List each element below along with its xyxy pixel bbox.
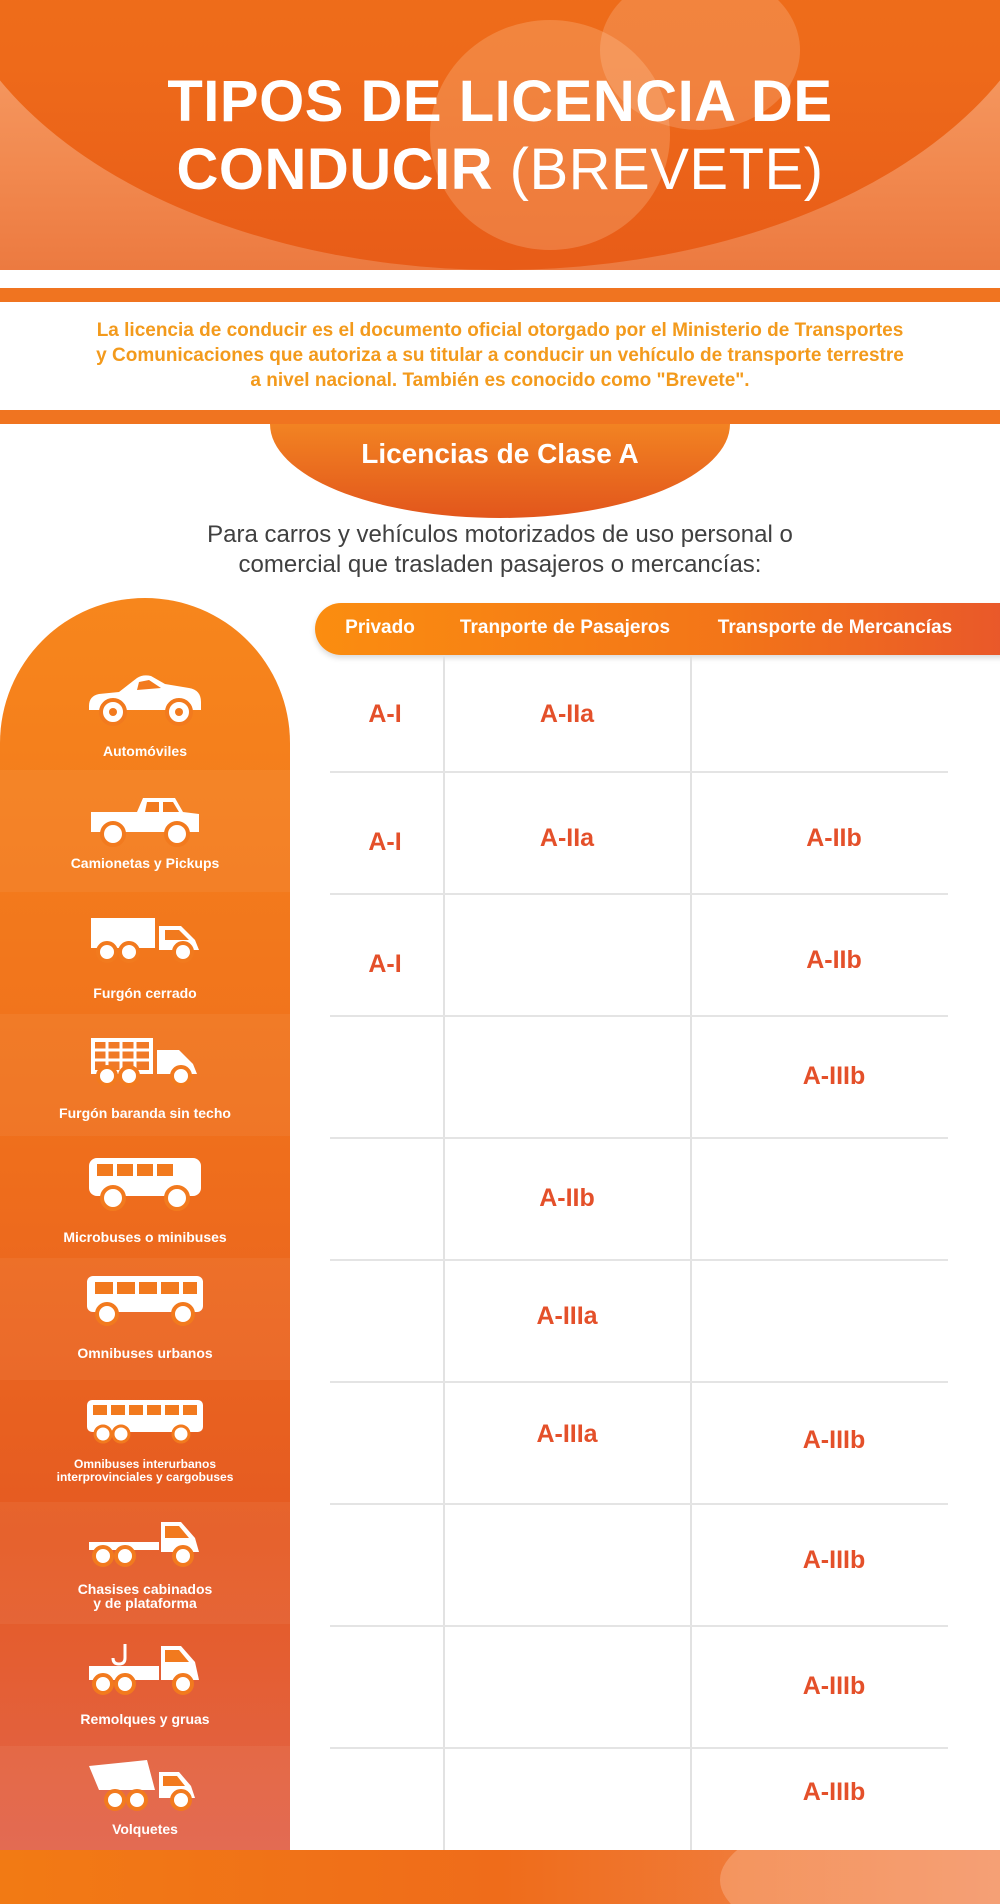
vehicle-row xyxy=(0,1624,290,1746)
cell-privado: A-I xyxy=(368,828,402,856)
cell-mercancias: A-IIb xyxy=(806,946,862,974)
box-truck-icon xyxy=(85,904,205,968)
vehicle-row xyxy=(0,1502,290,1624)
row-divider xyxy=(330,1625,948,1627)
cell-mercancias: A-IIIb xyxy=(802,1672,866,1700)
row-divider xyxy=(330,1747,948,1749)
coach-icon xyxy=(85,1392,205,1456)
vehicle-label-line1: Omnibuses interurbanos xyxy=(73,1457,217,1471)
row-divider xyxy=(330,1503,948,1505)
vehicle-label: Microbuses o minibuses xyxy=(63,1229,227,1245)
page-title-line1: TIPOS DE LICENCIA DE xyxy=(167,69,833,134)
footer-arc xyxy=(720,1850,1000,1904)
cell-pasajeros: A-IIIa xyxy=(536,1302,598,1330)
vehicle-row xyxy=(0,1258,290,1380)
column-divider xyxy=(690,655,692,1850)
vehicle-label-line2: y de plataforma xyxy=(93,1595,197,1611)
row-divider xyxy=(330,1259,948,1261)
top-stripe xyxy=(0,288,1000,302)
section-subtitle-line1: Para carros y vehículos motorizados de uso personal o xyxy=(207,521,793,548)
pickup-icon xyxy=(85,786,205,850)
cell-pasajeros: A-IIa xyxy=(539,824,595,852)
footer-stripe xyxy=(0,1850,1000,1904)
vehicle-row xyxy=(0,1136,290,1258)
page-title-light: (BREVETE) xyxy=(509,137,824,202)
vehicle-label: Furgón cerrado xyxy=(93,985,197,1001)
vehicle-row xyxy=(0,892,290,1014)
section-subtitle xyxy=(150,520,850,580)
vehicle-label: Furgón baranda sin techo xyxy=(59,1105,231,1121)
vehicle-row xyxy=(0,1746,290,1850)
vehicle-label: Remolques y gruas xyxy=(80,1711,210,1727)
vehicle-label: Volquetes xyxy=(112,1821,178,1837)
vehicle-row xyxy=(0,598,290,770)
vehicle-label-line1: Chasises cabinados xyxy=(77,1581,213,1597)
row-divider xyxy=(330,1015,948,1017)
column-header-mercancias: Transporte de Mercancías xyxy=(717,617,953,638)
cell-mercancias: A-IIIb xyxy=(802,1062,866,1090)
vehicle-row xyxy=(0,770,290,892)
mid-stripe xyxy=(0,410,1000,424)
vehicle-label xyxy=(0,1458,290,1484)
row-divider xyxy=(330,1137,948,1139)
open-truck-icon xyxy=(85,1028,205,1092)
vehicle-label xyxy=(0,1582,290,1610)
section-subtitle-line2: comercial que trasladen pasajeros o mercancías: xyxy=(238,551,762,578)
cell-privado: A-I xyxy=(368,950,402,978)
flatbed-truck-icon xyxy=(85,1512,205,1576)
row-divider xyxy=(330,771,948,773)
vehicle-panel xyxy=(0,598,290,1850)
minibus-icon xyxy=(85,1150,205,1214)
page-title-line2 xyxy=(0,136,1000,204)
section-title: Licencias de Clase A xyxy=(361,438,639,469)
vehicle-row xyxy=(0,1380,290,1502)
cell-pasajeros: A-IIa xyxy=(539,700,595,728)
dump-truck-icon xyxy=(85,1756,205,1820)
cell-pasajeros: A-IIIa xyxy=(536,1420,598,1448)
column-divider xyxy=(443,655,445,1850)
intro-text: La licencia de conducir es el documento oficial otorgado por el Ministerio de Transportes y Comunicaciones que autoriza a su titular a conducir un vehículo de transporte terrestre a nivel nacional. También es conocido como "Brevete". xyxy=(96,320,904,391)
car-icon xyxy=(85,666,205,730)
column-header-pasajeros: Tranporte de Pasajeros xyxy=(459,617,671,638)
row-divider xyxy=(330,893,948,895)
vehicle-label: Omnibuses urbanos xyxy=(77,1345,213,1361)
tow-truck-icon xyxy=(85,1638,205,1702)
column-header-privado: Privado xyxy=(345,617,415,638)
cell-mercancias: A-IIIb xyxy=(802,1546,866,1574)
bus-icon xyxy=(85,1268,205,1332)
vehicle-row xyxy=(0,1014,290,1136)
page-title-bold: CONDUCIR xyxy=(176,137,494,202)
cell-mercancias: A-IIb xyxy=(806,824,862,852)
cell-privado: A-I xyxy=(368,700,402,728)
cell-pasajeros: A-IIb xyxy=(539,1184,595,1212)
row-divider xyxy=(330,1381,948,1383)
vehicle-label: Automóviles xyxy=(102,743,187,759)
vehicle-label-line2: interprovinciales y cargobuses xyxy=(56,1470,234,1484)
cell-mercancias: A-IIIb xyxy=(802,1426,866,1454)
table-header xyxy=(315,603,1000,655)
vehicle-label: Camionetas y Pickups xyxy=(70,855,220,871)
cell-mercancias: A-IIIb xyxy=(802,1778,866,1806)
